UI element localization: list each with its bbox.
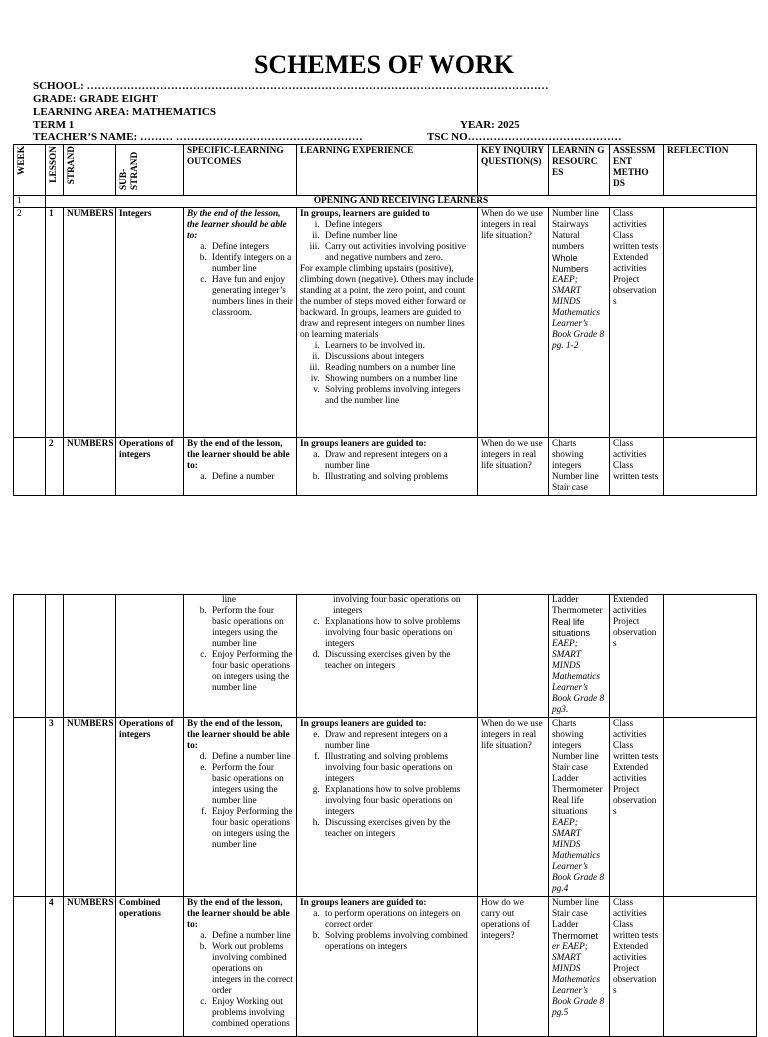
year-line: YEAR: 2025 xyxy=(460,119,520,131)
col-outcomes: SPECIFIC-LEARNING OUTCOMES xyxy=(184,145,297,196)
table-row xyxy=(14,208,757,438)
assessment-cell: Class activities Class written tests Extended activities Project observation s xyxy=(610,208,664,438)
sub-strand-cell: Combined operations xyxy=(116,897,184,1037)
strand-cell: NUMBERS xyxy=(64,718,116,897)
reflection-cell xyxy=(664,718,757,897)
col-week: WEEK xyxy=(14,145,46,196)
strand-cell: NUMBERS xyxy=(64,897,116,1037)
grade-line: GRADE: GRADE EIGHT xyxy=(33,93,158,105)
col-assessment: ASSESSM ENT METHO DS xyxy=(610,145,664,196)
outcomes-cell: By the end of the lesson, the learner should be able to: a. Define a number xyxy=(184,438,297,496)
tsc-line: TSC NO…………………………………… xyxy=(427,131,622,143)
resources-cell: Charts showing integers Number line Stair case Ladder Thermometer Real life situations EAEP; SMART MINDS Mathematics Learner’s Book Grade 8 pg.4 xyxy=(549,718,610,897)
inquiry-cell xyxy=(478,595,549,718)
lesson-cell xyxy=(46,595,64,718)
outcomes-cell: By the end of the lesson, the learner should be able to: a. Define a number line b. Work out problems involving combined operations on integers in the correct order c. Enjoy Working out problems involving combined operations xyxy=(184,897,297,1037)
resources-cell: Number line Stair case Ladder Thermomet er EAEP; SMART MINDS Mathematics Learner’s Book Grade 8 pg.5 xyxy=(549,897,610,1037)
experience-cell: In groups, learners are guided to i. Define integers ii. Define number line iii. Carry out activities involving positive and negative numbers and zero. For example climbing upstairs (positive), climbing down (negative). Others may include standing at a point, the zero point, and count the number of steps moved either forward or backward. In groups, learners are guided to draw and represent integers on number lines on learning materials i. Learners to be involved in. ii. Discussions about integers iii. Reading numbers on a number line iv. Showing numbers on a number line v. Solving problems involving integers and the number line xyxy=(297,208,478,438)
col-reflection: REFLECTION xyxy=(664,145,757,196)
experience-cell: involving four basic operations on integers c. Explanations how to solve problems involving four basic operations on integers d. Discussing exercises given by the teacher on integers xyxy=(297,595,478,718)
sub-strand-cell: Integers xyxy=(116,208,184,438)
learning-area-line: LEARNING AREA: MATHEMATICS xyxy=(33,106,216,118)
schemes-table-page-1 xyxy=(13,144,757,496)
inquiry-cell: When do we use integers in real life situation? xyxy=(478,438,549,496)
term-line: TERM 1 xyxy=(33,119,75,131)
teacher-line: TEACHER’S NAME: ……… …………………………………………… xyxy=(33,131,363,143)
table-row xyxy=(14,438,757,496)
strand-cell: NUMBERS xyxy=(64,208,116,438)
table-row xyxy=(14,595,757,718)
reflection-cell xyxy=(664,438,757,496)
sub-strand-cell: Operations of integers xyxy=(116,718,184,897)
lesson-cell: 2 xyxy=(46,438,64,496)
week-cell xyxy=(14,595,46,718)
opening-row: OPENING AND RECEIVING LEARNERS xyxy=(46,196,757,208)
inquiry-cell: When do we use integers in real life situation? xyxy=(478,718,549,897)
resources-cell: Ladder Thermometer Real life situations EAEP; SMART MINDS Mathematics Learner’s Book Grade 8 pg3. xyxy=(549,595,610,718)
lesson-cell: 3 xyxy=(46,718,64,897)
experience-cell: In groups leaners are guided to: a. Draw and represent integers on a number line b. Illustrating and solving problems xyxy=(297,438,478,496)
inquiry-cell: How do we carry out operations of integers? xyxy=(478,897,549,1037)
col-key-inquiry: KEY INQUIRY QUESTION(S) xyxy=(478,145,549,196)
week-cell xyxy=(14,438,46,496)
page-title: SCHEMES OF WORK xyxy=(253,50,515,79)
week-cell xyxy=(14,897,46,1037)
table-row xyxy=(14,718,757,897)
assessment-cell: Class activities Class written tests xyxy=(610,438,664,496)
sub-strand-cell xyxy=(116,595,184,718)
lesson-cell: 1 xyxy=(46,208,64,438)
col-strand: STRAND xyxy=(64,145,116,196)
reflection-cell xyxy=(664,897,757,1037)
assessment-cell: Extended activities Project observation s xyxy=(610,595,664,718)
outcomes-cell: By the end of the lesson, the learner should be able to: d. Define a number line e. Perform the four basic operations on integers using the number line f. Enjoy Performing the four basic operations on integers using the number line xyxy=(184,718,297,897)
schemes-table-page-2 xyxy=(13,594,757,1037)
experience-cell: In groups leaners are guided to: e. Draw and represent integers on a number line f. Illustrating and solving problems involving four basic operations on integers g. Explanations how to solve problems involving four basic operations on integers h. Discussing exercises given by the teacher on integers xyxy=(297,718,478,897)
resources-cell: Number line Stairways Natural numbers Whole Numbers EAEP; SMART MINDS Mathematics Learner’s Book Grade 8 pg. 1-2 xyxy=(549,208,610,438)
sub-strand-cell: Operations of integers xyxy=(116,438,184,496)
reflection-cell xyxy=(664,595,757,718)
table-row xyxy=(14,897,757,1037)
week-cell xyxy=(14,718,46,897)
col-sub-strand: SUB-STRAND xyxy=(116,145,184,196)
lesson-cell: 4 xyxy=(46,897,64,1037)
week-1-cell: 1 xyxy=(14,196,46,208)
reflection-cell xyxy=(664,208,757,438)
inquiry-cell: When do we use integers in real life situation? xyxy=(478,208,549,438)
strand-cell: NUMBERS xyxy=(64,438,116,496)
experience-cell: In groups leaners are guided to: a. to perform operations on integers on correct order b. Solving problems involving combined operations on integers xyxy=(297,897,478,1037)
week-cell: 2 xyxy=(14,208,46,438)
col-resources: LEARNIN G RESOURC ES xyxy=(549,145,610,196)
strand-cell xyxy=(64,595,116,718)
assessment-cell: Class activities Class written tests Extended activities Project observation s xyxy=(610,718,664,897)
col-lesson: LESSON xyxy=(46,145,64,196)
col-experience: LEARNING EXPERIENCE xyxy=(297,145,478,196)
resources-cell: Charts showing integers Number line Stair case xyxy=(549,438,610,496)
assessment-cell: Class activities Class written tests Extended activities Project observation s xyxy=(610,897,664,1037)
outcomes-cell: By the end of the lesson, the learner should be able to: a. Define integers b. Identify integers on a number line c. Have fun and enjoy generating integer’s numbers lines in their classroom. xyxy=(184,208,297,438)
school-line: SCHOOL: ……………………………………………………………………………………………………………… xyxy=(33,80,549,92)
outcomes-cell: line b. Perform the four basic operations on integers using the number line c. Enjoy Performing the four basic operations on integers using the number line xyxy=(184,595,297,718)
